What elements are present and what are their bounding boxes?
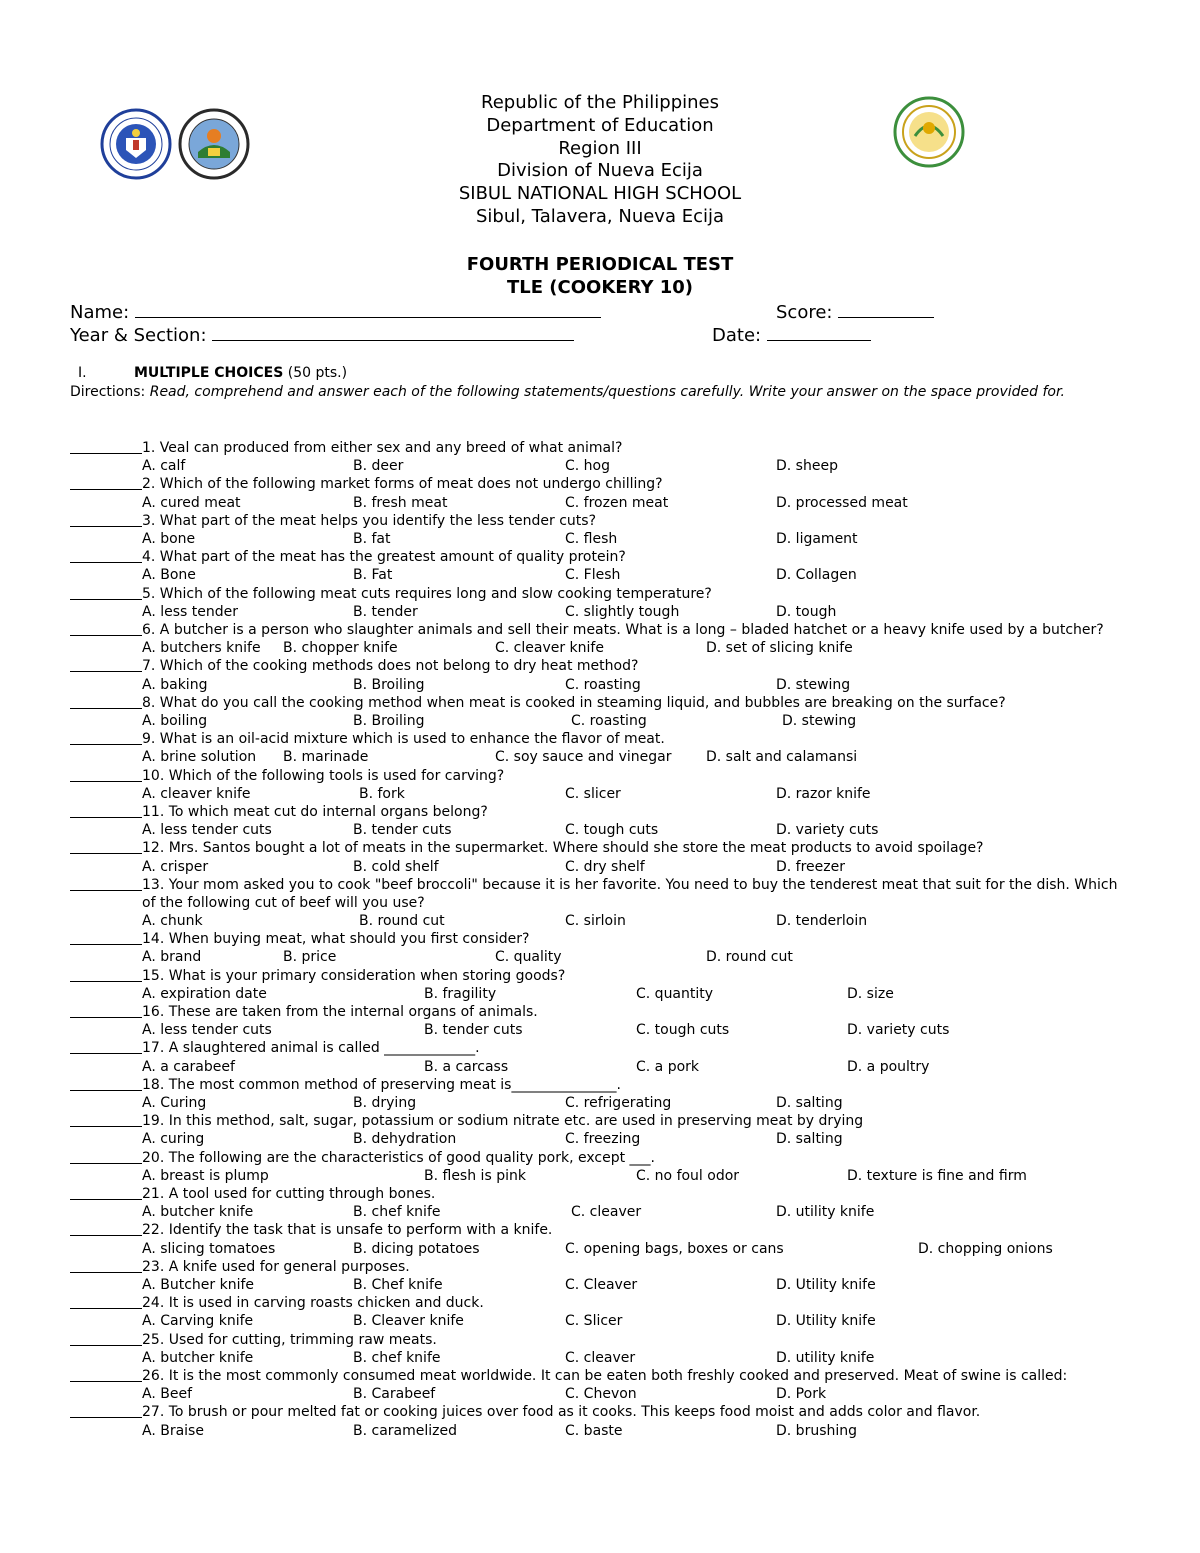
question-text: 21. A tool used for cutting through bones. — [142, 1186, 436, 1203]
choice-a: A. brine solution — [142, 749, 257, 766]
choice-d: D. utility knife — [776, 1349, 875, 1366]
choice-d: D. round cut — [706, 949, 793, 966]
name-label: Name: — [70, 302, 130, 323]
header-line: Department of Education — [486, 114, 714, 136]
choice-d: D. a poultry — [847, 1058, 930, 1075]
choice-d: D. texture is fine and firm — [847, 1167, 1027, 1184]
choice-b: B. fragility — [424, 985, 497, 1002]
choice-b: B. marinade — [283, 749, 369, 766]
question-24 — [70, 1294, 1130, 1312]
question-text: 25. Used for cutting, trimming raw meats. — [142, 1331, 437, 1348]
question-2 — [70, 475, 1130, 493]
choice-d: D. salt and calamansi — [706, 749, 858, 766]
question-text: 1. Veal can produced from either sex and any breed of what animal? — [142, 440, 623, 456]
choice-c: C. slightly tough — [565, 603, 680, 620]
choice-d: D. brushing — [776, 1422, 858, 1439]
question-text: 24. It is used in carving roasts chicken and duck. — [142, 1295, 484, 1312]
answer-blank[interactable] — [70, 744, 142, 745]
choice-b: B. round cut — [359, 913, 445, 930]
choice-c: C. sirloin — [565, 913, 626, 930]
question-12 — [70, 839, 1130, 857]
choice-d: D. stewing — [776, 676, 851, 693]
choice-b: B. deer — [353, 458, 404, 475]
question-18 — [70, 1076, 1130, 1094]
choice-a: A. chunk — [142, 913, 203, 930]
choice-d: D. tenderloin — [776, 913, 868, 930]
question-options — [70, 748, 1130, 766]
choice-a: A. Beef — [142, 1386, 192, 1403]
question-options — [70, 1276, 1130, 1294]
question-14 — [70, 930, 1130, 948]
choice-b: B. caramelized — [353, 1422, 457, 1439]
choice-b: B. dehydration — [353, 1131, 457, 1148]
choice-a: A. cured meat — [142, 494, 241, 511]
question-26 — [70, 1367, 1130, 1385]
question-text: 18. The most common method of preserving meat is_______________. — [142, 1076, 621, 1093]
choice-b: B. cold shelf — [353, 858, 439, 875]
choice-a: A. a carabeef — [142, 1058, 235, 1075]
question-text: 27. To brush or pour melted fat or cooking juices over food as it cooks. This keeps food moist and adds color and flavor. — [142, 1404, 981, 1421]
question-text: 19. In this method, salt, sugar, potassium or sodium nitrate etc. are used in preserving meat by drying — [142, 1113, 864, 1130]
question-options — [70, 1094, 1130, 1112]
question-15 — [70, 967, 1130, 985]
choice-d: D. Collagen — [776, 567, 857, 584]
answer-blank[interactable] — [70, 599, 142, 600]
question-options — [70, 566, 1130, 584]
choice-a: A. Bone — [142, 567, 196, 584]
answer-blank[interactable] — [70, 671, 142, 672]
choice-d: D. processed meat — [776, 494, 908, 511]
choice-c: C. hog — [565, 458, 611, 475]
choice-c: C. flesh — [565, 530, 618, 547]
question-text: 2. Which of the following market forms of meat does not undergo chilling? — [142, 476, 663, 493]
year-section-line[interactable] — [212, 323, 574, 341]
directions-label: Directions: — [70, 384, 146, 400]
date-label: Date: — [712, 325, 762, 346]
question-text: 8. What do you call the cooking method when meat is cooked in steaming liquid, and bubbles are breaking on the surface? — [142, 694, 1006, 711]
question-text: 14. When buying meat, what should you first consider? — [142, 931, 530, 948]
choice-b: B. chef knife — [353, 1349, 441, 1366]
choice-c: C. freezing — [565, 1131, 641, 1148]
question-text: 16. These are taken from the internal organs of animals. — [142, 1004, 538, 1021]
question-options — [70, 912, 1130, 930]
answer-blank[interactable] — [70, 1163, 142, 1164]
choice-b: B. tender — [353, 603, 418, 620]
question-23 — [70, 1258, 1130, 1276]
question-19 — [70, 1112, 1130, 1130]
choice-a: A. cleaver knife — [142, 785, 251, 802]
question-options — [70, 1167, 1130, 1185]
title-line-1: FOURTH PERIODICAL TEST — [466, 254, 734, 275]
answer-blank[interactable] — [70, 1381, 142, 1382]
answer-blank[interactable] — [70, 526, 142, 527]
answer-blank[interactable] — [70, 1235, 142, 1236]
choice-c: C. tough cuts — [636, 1022, 730, 1039]
question-options — [70, 1312, 1130, 1330]
choice-b: B. Broiling — [353, 712, 425, 729]
choice-c: C. roasting — [571, 712, 647, 729]
answer-blank[interactable] — [70, 708, 142, 709]
question-27 — [70, 1403, 1130, 1421]
question-22 — [70, 1221, 1130, 1239]
question-11 — [70, 803, 1130, 821]
choice-a: A. less tender — [142, 603, 239, 620]
question-options — [70, 530, 1130, 548]
question-list — [70, 439, 1130, 1440]
question-text: 17. A slaughtered animal is called _____________. — [142, 1040, 480, 1057]
question-text: 23. A knife used for general purposes. — [142, 1258, 410, 1275]
choice-c: C. cleaver — [571, 1204, 642, 1221]
section-heading — [70, 364, 347, 382]
question-text: 20. The following are the characteristics of good quality pork, except ___. — [142, 1149, 656, 1166]
year-section-label: Year & Section: — [70, 325, 207, 346]
answer-blank[interactable] — [70, 981, 142, 982]
choice-a: A. breast is plump — [142, 1167, 269, 1184]
answer-blank[interactable] — [70, 489, 142, 490]
header-line: Republic of the Philippines — [481, 92, 719, 113]
choice-c: C. tough cuts — [565, 822, 659, 839]
answer-blank[interactable] — [70, 890, 142, 891]
question-options — [70, 639, 1130, 657]
test-title — [0, 253, 1200, 299]
choice-d: D. set of slicing knife — [706, 640, 853, 657]
choice-d: D. stewing — [782, 712, 857, 729]
choice-c: C. Cleaver — [565, 1277, 638, 1293]
answer-blank[interactable] — [70, 453, 142, 454]
answer-blank[interactable] — [70, 944, 142, 945]
answer-blank[interactable] — [70, 562, 142, 563]
choice-d: D. sheep — [776, 458, 838, 475]
choice-b: B. chef knife — [353, 1204, 441, 1221]
choice-c: C. soy sauce and vinegar — [495, 749, 672, 766]
question-options — [70, 1021, 1130, 1039]
question-options — [70, 1385, 1130, 1403]
choice-c: C. slicer — [565, 785, 621, 802]
choice-d: D. salting — [776, 1095, 843, 1112]
choice-c: C. refrigerating — [565, 1095, 672, 1112]
question-text: 10. Which of the following tools is used for carving? — [142, 767, 505, 784]
choice-d: D. utility knife — [776, 1204, 875, 1221]
question-options — [70, 1349, 1130, 1367]
question-options — [70, 494, 1130, 512]
question-text: 9. What is an oil-acid mixture which is used to enhance the flavor of meat. — [142, 731, 665, 748]
directions — [70, 383, 1130, 401]
header-line: Division of Nueva Ecija — [497, 160, 703, 182]
choice-c: C. quality — [495, 949, 562, 966]
choice-b: B. chopper knife — [283, 640, 398, 657]
section-points: (50 pts.) — [287, 365, 348, 381]
choice-a: A. baking — [142, 676, 208, 693]
choice-b: B. a carcass — [424, 1058, 509, 1075]
question-text: 12. Mrs. Santos bought a lot of meats in the supermarket. Where should she store the meat products to avoid spoilage? — [142, 840, 984, 857]
answer-blank[interactable] — [70, 1417, 142, 1418]
choice-b: B. fresh meat — [353, 494, 448, 511]
choice-b: B. fork — [359, 785, 405, 802]
choice-a: A. slicing tomatoes — [142, 1240, 276, 1257]
header-line: Region III — [558, 137, 642, 159]
score-field — [776, 300, 934, 324]
answer-blank[interactable] — [70, 635, 142, 636]
answer-blank[interactable] — [70, 1308, 142, 1309]
question-options — [70, 1422, 1130, 1440]
header-line: SIBUL NATIONAL HIGH SCHOOL — [458, 183, 742, 205]
question-3 — [70, 512, 1130, 530]
choice-b: B. Chef knife — [353, 1277, 443, 1293]
answer-blank[interactable] — [70, 781, 142, 782]
choice-b: B. Cleaver knife — [353, 1313, 464, 1330]
question-text: 5. Which of the following meat cuts requires long and slow cooking temperature? — [142, 585, 712, 602]
question-options — [70, 785, 1130, 803]
choice-a: A. Braise — [142, 1422, 204, 1439]
choice-b: B. price — [283, 949, 337, 966]
question-text: 26. It is the most commonly consumed meat worldwide. It can be eaten both freshly cooked and preserved. Meat of swine is called: — [142, 1367, 1068, 1384]
question-options — [70, 603, 1130, 621]
choice-a: A. less tender cuts — [142, 822, 272, 839]
date-field — [712, 323, 871, 347]
choice-d: D. tough — [776, 603, 837, 620]
directions-text: Read, comprehend and answer each of the following statements/questions carefully. Write your answer on the space provided for. — [149, 384, 1065, 400]
question-9 — [70, 730, 1130, 748]
choice-d: D. Utility knife — [776, 1313, 876, 1330]
question-options — [70, 821, 1130, 839]
question-options — [70, 1058, 1130, 1076]
answer-blank[interactable] — [70, 817, 142, 818]
question-7 — [70, 657, 1130, 675]
answer-blank[interactable] — [70, 1272, 142, 1273]
year-section-field — [70, 323, 574, 347]
question-8 — [70, 694, 1130, 712]
question-text: 15. What is your primary consideration when storing goods? — [142, 967, 566, 984]
question-21 — [70, 1185, 1130, 1203]
question-options — [70, 676, 1130, 694]
choice-d: D. Utility knife — [776, 1277, 876, 1293]
score-label: Score: — [776, 302, 833, 323]
choice-c: C. frozen meat — [565, 494, 669, 511]
question-text: 11. To which meat cut do internal organs belong? — [142, 803, 488, 820]
choice-c: C. quantity — [636, 985, 714, 1002]
question-text: 3. What part of the meat helps you identify the less tender cuts? — [142, 512, 597, 529]
choice-a: A. butcher knife — [142, 1349, 254, 1366]
question-25 — [70, 1331, 1130, 1349]
date-line[interactable] — [767, 323, 871, 341]
question-options — [70, 1130, 1130, 1148]
name-field — [70, 300, 601, 324]
question-17 — [70, 1039, 1130, 1057]
question-4 — [70, 548, 1130, 566]
choice-a: A. Carving knife — [142, 1313, 254, 1330]
answer-blank[interactable] — [70, 1199, 142, 1200]
question-20 — [70, 1149, 1130, 1167]
answer-blank[interactable] — [70, 1053, 142, 1054]
choice-c: C. no foul odor — [636, 1167, 740, 1184]
question-5 — [70, 585, 1130, 603]
choice-a: A. brand — [142, 949, 202, 966]
choice-c: C. cleaver knife — [495, 640, 604, 657]
answer-blank[interactable] — [70, 1126, 142, 1127]
choice-c: C. Flesh — [565, 567, 621, 584]
question-text: 13. Your mom asked you to cook "beef broccoli" because it is her favorite. You need to buy the tenderest meat that suit for the dish. Which of the following cut of beef will you use? — [142, 876, 1118, 911]
question-options — [70, 1240, 1130, 1258]
question-options — [70, 948, 1130, 966]
section-number: I. — [78, 365, 87, 381]
choice-b: B. tender cuts — [424, 1022, 523, 1039]
choice-c: C. Slicer — [565, 1313, 623, 1330]
choice-a: A. butchers knife — [142, 640, 261, 657]
choice-d: D. size — [847, 985, 894, 1002]
choice-d: D. salting — [776, 1131, 843, 1148]
question-16 — [70, 1003, 1130, 1021]
choice-a: A. crisper — [142, 858, 209, 875]
choice-a: A. less tender cuts — [142, 1022, 272, 1039]
answer-blank[interactable] — [70, 1345, 142, 1346]
choice-b: B. Carabeef — [353, 1386, 436, 1403]
choice-a: A. bone — [142, 530, 196, 547]
question-options — [70, 712, 1130, 730]
choice-d: D. variety cuts — [776, 822, 879, 839]
question-options — [70, 858, 1130, 876]
choice-b: B. dicing potatoes — [353, 1240, 480, 1257]
answer-blank[interactable] — [70, 853, 142, 854]
choice-a: A. boiling — [142, 712, 208, 729]
choice-b: B. tender cuts — [353, 822, 452, 839]
choice-d: D. ligament — [776, 530, 858, 547]
choice-d: D. freezer — [776, 858, 846, 875]
choice-d: D. Pork — [776, 1386, 827, 1403]
question-13 — [70, 876, 1130, 912]
choice-c: C. baste — [565, 1422, 623, 1439]
name-line[interactable] — [135, 300, 601, 318]
question-text: 22. Identify the task that is unsafe to perform with a knife. — [142, 1222, 553, 1239]
section-title: MULTIPLE CHOICES — [134, 365, 284, 381]
question-6 — [70, 621, 1130, 639]
score-line[interactable] — [838, 300, 934, 318]
choice-a: A. expiration date — [142, 985, 267, 1002]
school-header — [0, 92, 1200, 229]
title-line-2: TLE (COOKERY 10) — [506, 277, 694, 298]
question-options — [70, 985, 1130, 1003]
choice-c: C. dry shelf — [565, 858, 645, 875]
question-10 — [70, 767, 1130, 785]
choice-b: B. Fat — [353, 567, 393, 584]
choice-b: B. fat — [353, 530, 391, 547]
answer-blank[interactable] — [70, 1090, 142, 1091]
question-text: 7. Which of the cooking methods does not belong to dry heat method? — [142, 658, 639, 675]
choice-a: A. Butcher knife — [142, 1277, 254, 1293]
header-line: Sibul, Talavera, Nueva Ecija — [475, 205, 725, 227]
choice-a: A. calf — [142, 458, 186, 475]
choice-b: B. drying — [353, 1095, 417, 1112]
choice-c: C. opening bags, boxes or cans — [565, 1240, 784, 1257]
question-options — [70, 1203, 1130, 1221]
question-text: 6. A butcher is a person who slaughter animals and sell their meats. What is a long – bladed hatchet or a heavy knife used by a butcher? — [142, 621, 1104, 638]
choice-c: C. a pork — [636, 1058, 700, 1075]
choice-d: D. variety cuts — [847, 1022, 950, 1039]
choice-a: A. butcher knife — [142, 1204, 254, 1221]
choice-a: A. Curing — [142, 1095, 207, 1112]
choice-c: C. Chevon — [565, 1386, 637, 1403]
choice-c: C. roasting — [565, 676, 641, 693]
question-options — [70, 457, 1130, 475]
choice-b: B. flesh is pink — [424, 1167, 526, 1184]
choice-c: C. cleaver — [565, 1349, 636, 1366]
question-1 — [70, 439, 1130, 457]
question-text: 4. What part of the meat has the greatest amount of quality protein? — [142, 549, 626, 566]
choice-d: D. razor knife — [776, 785, 871, 802]
choice-d: D. chopping onions — [918, 1240, 1053, 1257]
choice-a: A. curing — [142, 1131, 205, 1148]
answer-blank[interactable] — [70, 1017, 142, 1018]
choice-b: B. Broiling — [353, 676, 425, 693]
